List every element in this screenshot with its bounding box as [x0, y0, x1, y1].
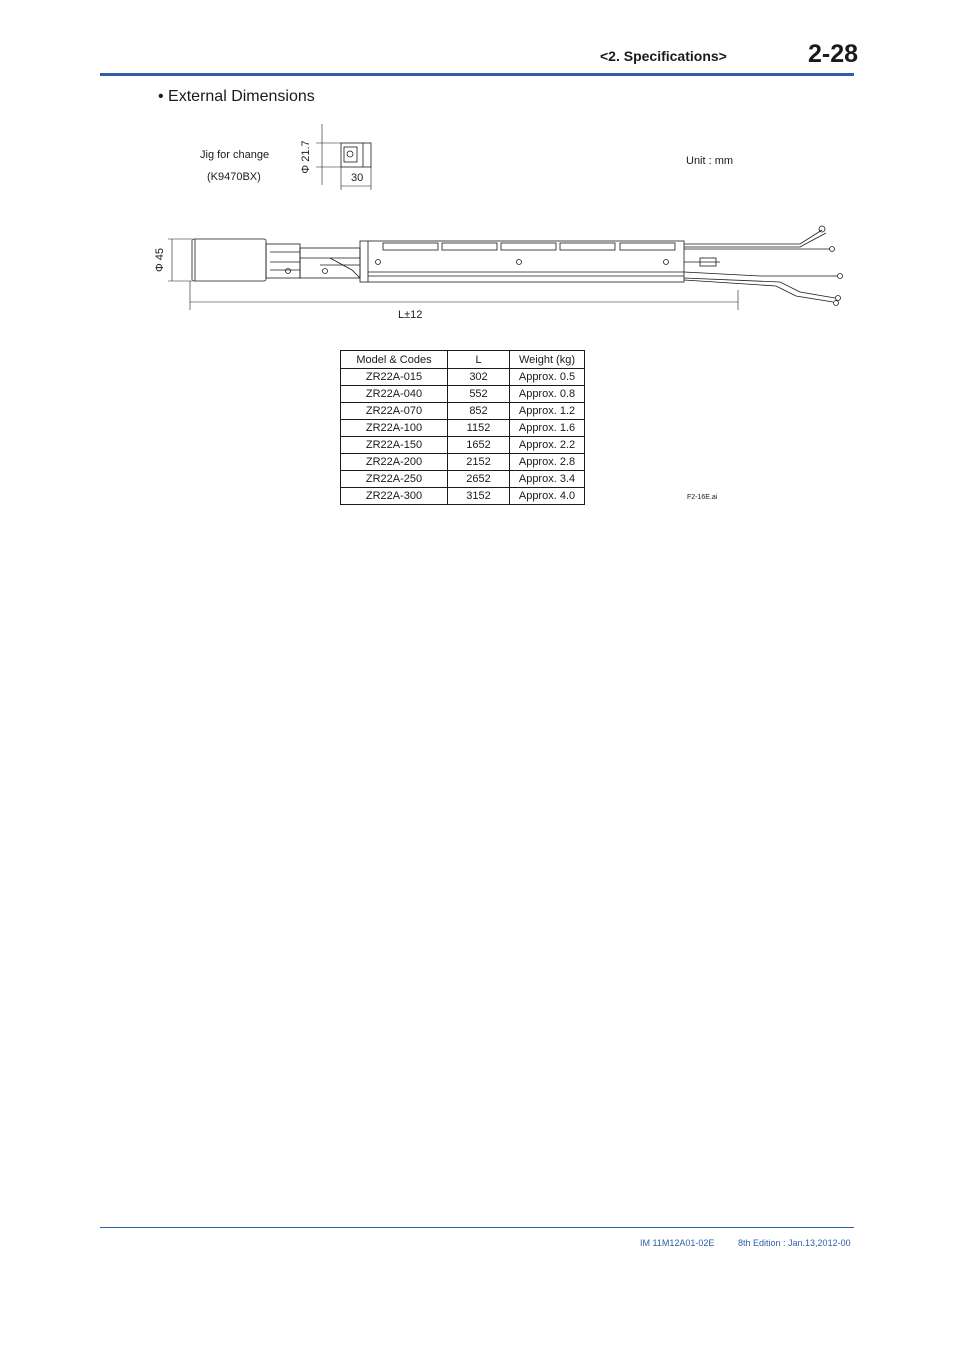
- table-cell: 1152: [448, 420, 510, 437]
- table-row: [341, 369, 585, 386]
- probe-connector: [266, 244, 300, 278]
- edition-info: 8th Edition : Jan.13,2012-00: [738, 1238, 851, 1248]
- dimension-drawing: [0, 0, 954, 340]
- table-cell: Approx. 0.5: [510, 369, 585, 386]
- table-header: Weight (kg): [510, 351, 585, 369]
- table-cell: ZR22A-300: [341, 488, 448, 505]
- table-cell: 2652: [448, 471, 510, 488]
- table-cell: 302: [448, 369, 510, 386]
- table-cell: 552: [448, 386, 510, 403]
- table-cell: 1652: [448, 437, 510, 454]
- dimension-phi-45: Φ 45: [154, 247, 166, 273]
- table-cell: Approx. 2.2: [510, 437, 585, 454]
- footer-rule: [100, 1227, 854, 1228]
- table-row: [341, 437, 585, 454]
- table-header-row: [341, 351, 585, 369]
- table-cell: ZR22A-015: [341, 369, 448, 386]
- table-row: [341, 454, 585, 471]
- jig-hole: [347, 151, 353, 157]
- document-id: IM 11M12A01-02E: [640, 1238, 715, 1248]
- probe-head: [192, 239, 266, 281]
- table-cell: ZR22A-250: [341, 471, 448, 488]
- table-cell: ZR22A-040: [341, 386, 448, 403]
- section-label: <2. Specifications>: [600, 48, 727, 64]
- table-cell: Approx. 4.0: [510, 488, 585, 505]
- table-row: [341, 420, 585, 437]
- table-cell: ZR22A-100: [341, 420, 448, 437]
- figure-id: F2-16E.ai: [687, 494, 718, 501]
- dimension-length: L±12: [398, 309, 423, 321]
- spec-table: [340, 350, 585, 505]
- table-cell: ZR22A-200: [341, 454, 448, 471]
- table-row: [341, 488, 585, 505]
- table-cell: 2152: [448, 454, 510, 471]
- table-row: [341, 386, 585, 403]
- table-cell: ZR22A-150: [341, 437, 448, 454]
- table-header: L: [448, 351, 510, 369]
- table-cell: 852: [448, 403, 510, 420]
- table-cell: Approx. 3.4: [510, 471, 585, 488]
- dimension-30: 30: [351, 172, 364, 184]
- jig-inner: [344, 147, 357, 162]
- page-number: 2-28: [808, 40, 859, 68]
- table-cell: ZR22A-070: [341, 403, 448, 420]
- table-cell: Approx. 2.8: [510, 454, 585, 471]
- table-cell: 3152: [448, 488, 510, 505]
- table-cell: Approx. 1.2: [510, 403, 585, 420]
- jig-label: Jig for change: [200, 149, 270, 161]
- jig-code: (K9470BX): [207, 171, 261, 183]
- dimension-phi-21-7: Φ 21.7: [300, 140, 312, 174]
- table-row: [341, 403, 585, 420]
- section-heading: • External Dimensions: [158, 88, 315, 105]
- table-cell: Approx. 1.6: [510, 420, 585, 437]
- table-header: Model & Codes: [341, 351, 448, 369]
- unit-label: Unit : mm: [686, 155, 734, 167]
- table-cell: Approx. 0.8: [510, 386, 585, 403]
- table-row: [341, 471, 585, 488]
